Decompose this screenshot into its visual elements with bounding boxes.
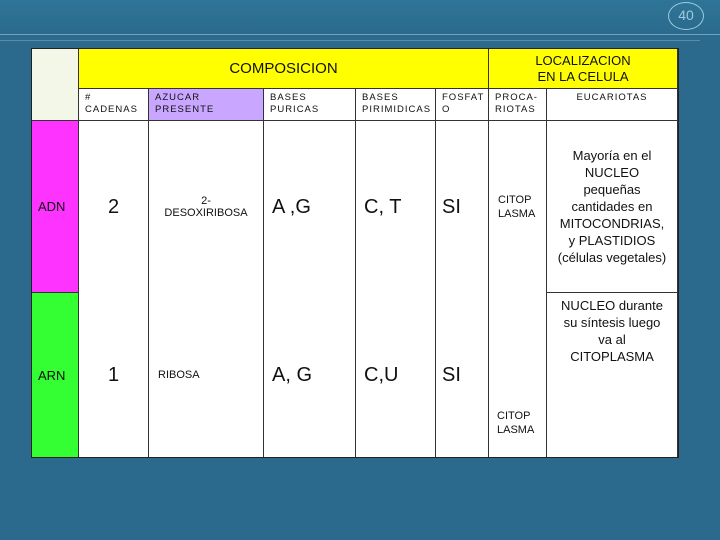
arn-eucariotas-line1: NUCLEO durante xyxy=(561,298,663,313)
localizacion-header-line1: LOCALIZACION xyxy=(535,52,631,68)
column-header-fosfato-line1: FOSFAT xyxy=(442,92,485,103)
arn-fosfato xyxy=(436,293,489,457)
adn-eucariotas-line5: MITOCONDRIAS, xyxy=(559,216,665,231)
localizacion-header-line2: EN LA CELULA xyxy=(537,68,629,84)
adn-fosfato-value: SI xyxy=(442,195,461,218)
corner-cell xyxy=(32,49,79,121)
adn-eucariotas-line2: NUCLEO xyxy=(584,165,640,180)
arn-azucar xyxy=(149,293,264,457)
adn-eucariotas-line7: (células vegetales) xyxy=(557,250,667,265)
adn-azucar-line1: 2- xyxy=(201,195,211,207)
row-label-adn-text: ADN xyxy=(38,199,66,214)
adn-pirimidinas-value: C, T xyxy=(364,195,402,218)
row-label-adn xyxy=(32,121,79,293)
arn-cadenas-value: 1 xyxy=(107,363,120,386)
decorative-line xyxy=(0,40,700,41)
adn-eucariotas-line4: cantidades en xyxy=(571,199,653,214)
adn-purinas-value: A ,G xyxy=(272,195,311,218)
composicion-header xyxy=(79,49,489,89)
column-header-purinas xyxy=(264,89,356,121)
arn-procariotas xyxy=(489,293,547,457)
column-header-cadenas xyxy=(79,89,149,121)
adn-fosfato xyxy=(436,121,489,293)
slide-top-band xyxy=(0,0,720,34)
column-header-pirimidinas-line1: BASES xyxy=(362,92,399,103)
column-header-procariotas-line1: PROCA- xyxy=(495,92,538,103)
arn-eucariotas-line3: va al xyxy=(598,332,626,347)
localizacion-header xyxy=(489,49,678,89)
column-header-purinas-line1: BASES xyxy=(270,92,307,103)
column-header-cadenas-line1: # xyxy=(85,92,92,103)
column-header-pirimidinas xyxy=(356,89,436,121)
arn-pirimidinas-value: C,U xyxy=(364,363,399,386)
adn-azucar-line2: DESOXIRIBOSA xyxy=(164,207,248,219)
column-header-azucar xyxy=(149,89,264,121)
column-header-fosfato-line2: O xyxy=(442,104,451,115)
adn-purinas xyxy=(264,121,356,293)
arn-eucariotas xyxy=(547,293,678,457)
arn-procariotas-line1: CITOP xyxy=(497,410,531,422)
adn-procariotas-line1: CITOP xyxy=(498,194,532,206)
column-header-pirimidinas-line2: PIRIMIDICAS xyxy=(362,104,432,115)
arn-fosfato-value: SI xyxy=(442,363,461,386)
arn-eucariotas-line2: su síntesis luego xyxy=(563,315,661,330)
adn-cadenas-value: 2 xyxy=(107,195,120,218)
adn-eucariotas-line1: Mayoría en el xyxy=(572,148,652,163)
adn-eucariotas-line3: pequeñas xyxy=(583,182,641,197)
composicion-header-label: COMPOSICION xyxy=(229,60,338,77)
arn-purinas xyxy=(264,293,356,457)
column-header-purinas-line2: PURICAS xyxy=(270,104,320,115)
adn-procariotas-line2: LASMA xyxy=(498,208,536,220)
column-header-azucar-line2: PRESENTE xyxy=(155,104,215,115)
arn-azucar-value: RIBOSA xyxy=(158,369,200,381)
column-header-cadenas-line2: CADENAS xyxy=(85,104,138,115)
adn-pirimidinas xyxy=(356,121,436,293)
adn-eucariotas-line6: y PLASTIDIOS xyxy=(568,233,656,248)
column-header-eucariotas xyxy=(547,89,678,121)
arn-purinas-value: A, G xyxy=(272,363,313,386)
column-header-procariotas-line2: RIOTAS xyxy=(495,104,536,115)
adn-cadenas xyxy=(79,121,149,293)
arn-pirimidinas xyxy=(356,293,436,457)
adn-eucariotas xyxy=(547,121,678,293)
column-header-procariotas xyxy=(489,89,547,121)
row-label-arn-text: ARN xyxy=(38,367,66,383)
slide-number: 40 xyxy=(678,7,694,23)
column-header-fosfato xyxy=(436,89,489,121)
column-header-azucar-line1: AZUCAR xyxy=(155,92,201,103)
arn-procariotas-line2: LASMA xyxy=(497,424,535,436)
adn-procariotas xyxy=(489,121,547,293)
adn-azucar xyxy=(149,121,264,293)
arn-cadenas xyxy=(79,293,149,457)
row-label-arn xyxy=(32,293,79,457)
arn-eucariotas-line4: CITOPLASMA xyxy=(570,349,654,364)
decorative-line xyxy=(0,34,720,35)
nucleic-acid-comparison-table xyxy=(31,48,679,458)
column-header-eucariotas-label: EUCARIOTAS xyxy=(576,92,648,103)
